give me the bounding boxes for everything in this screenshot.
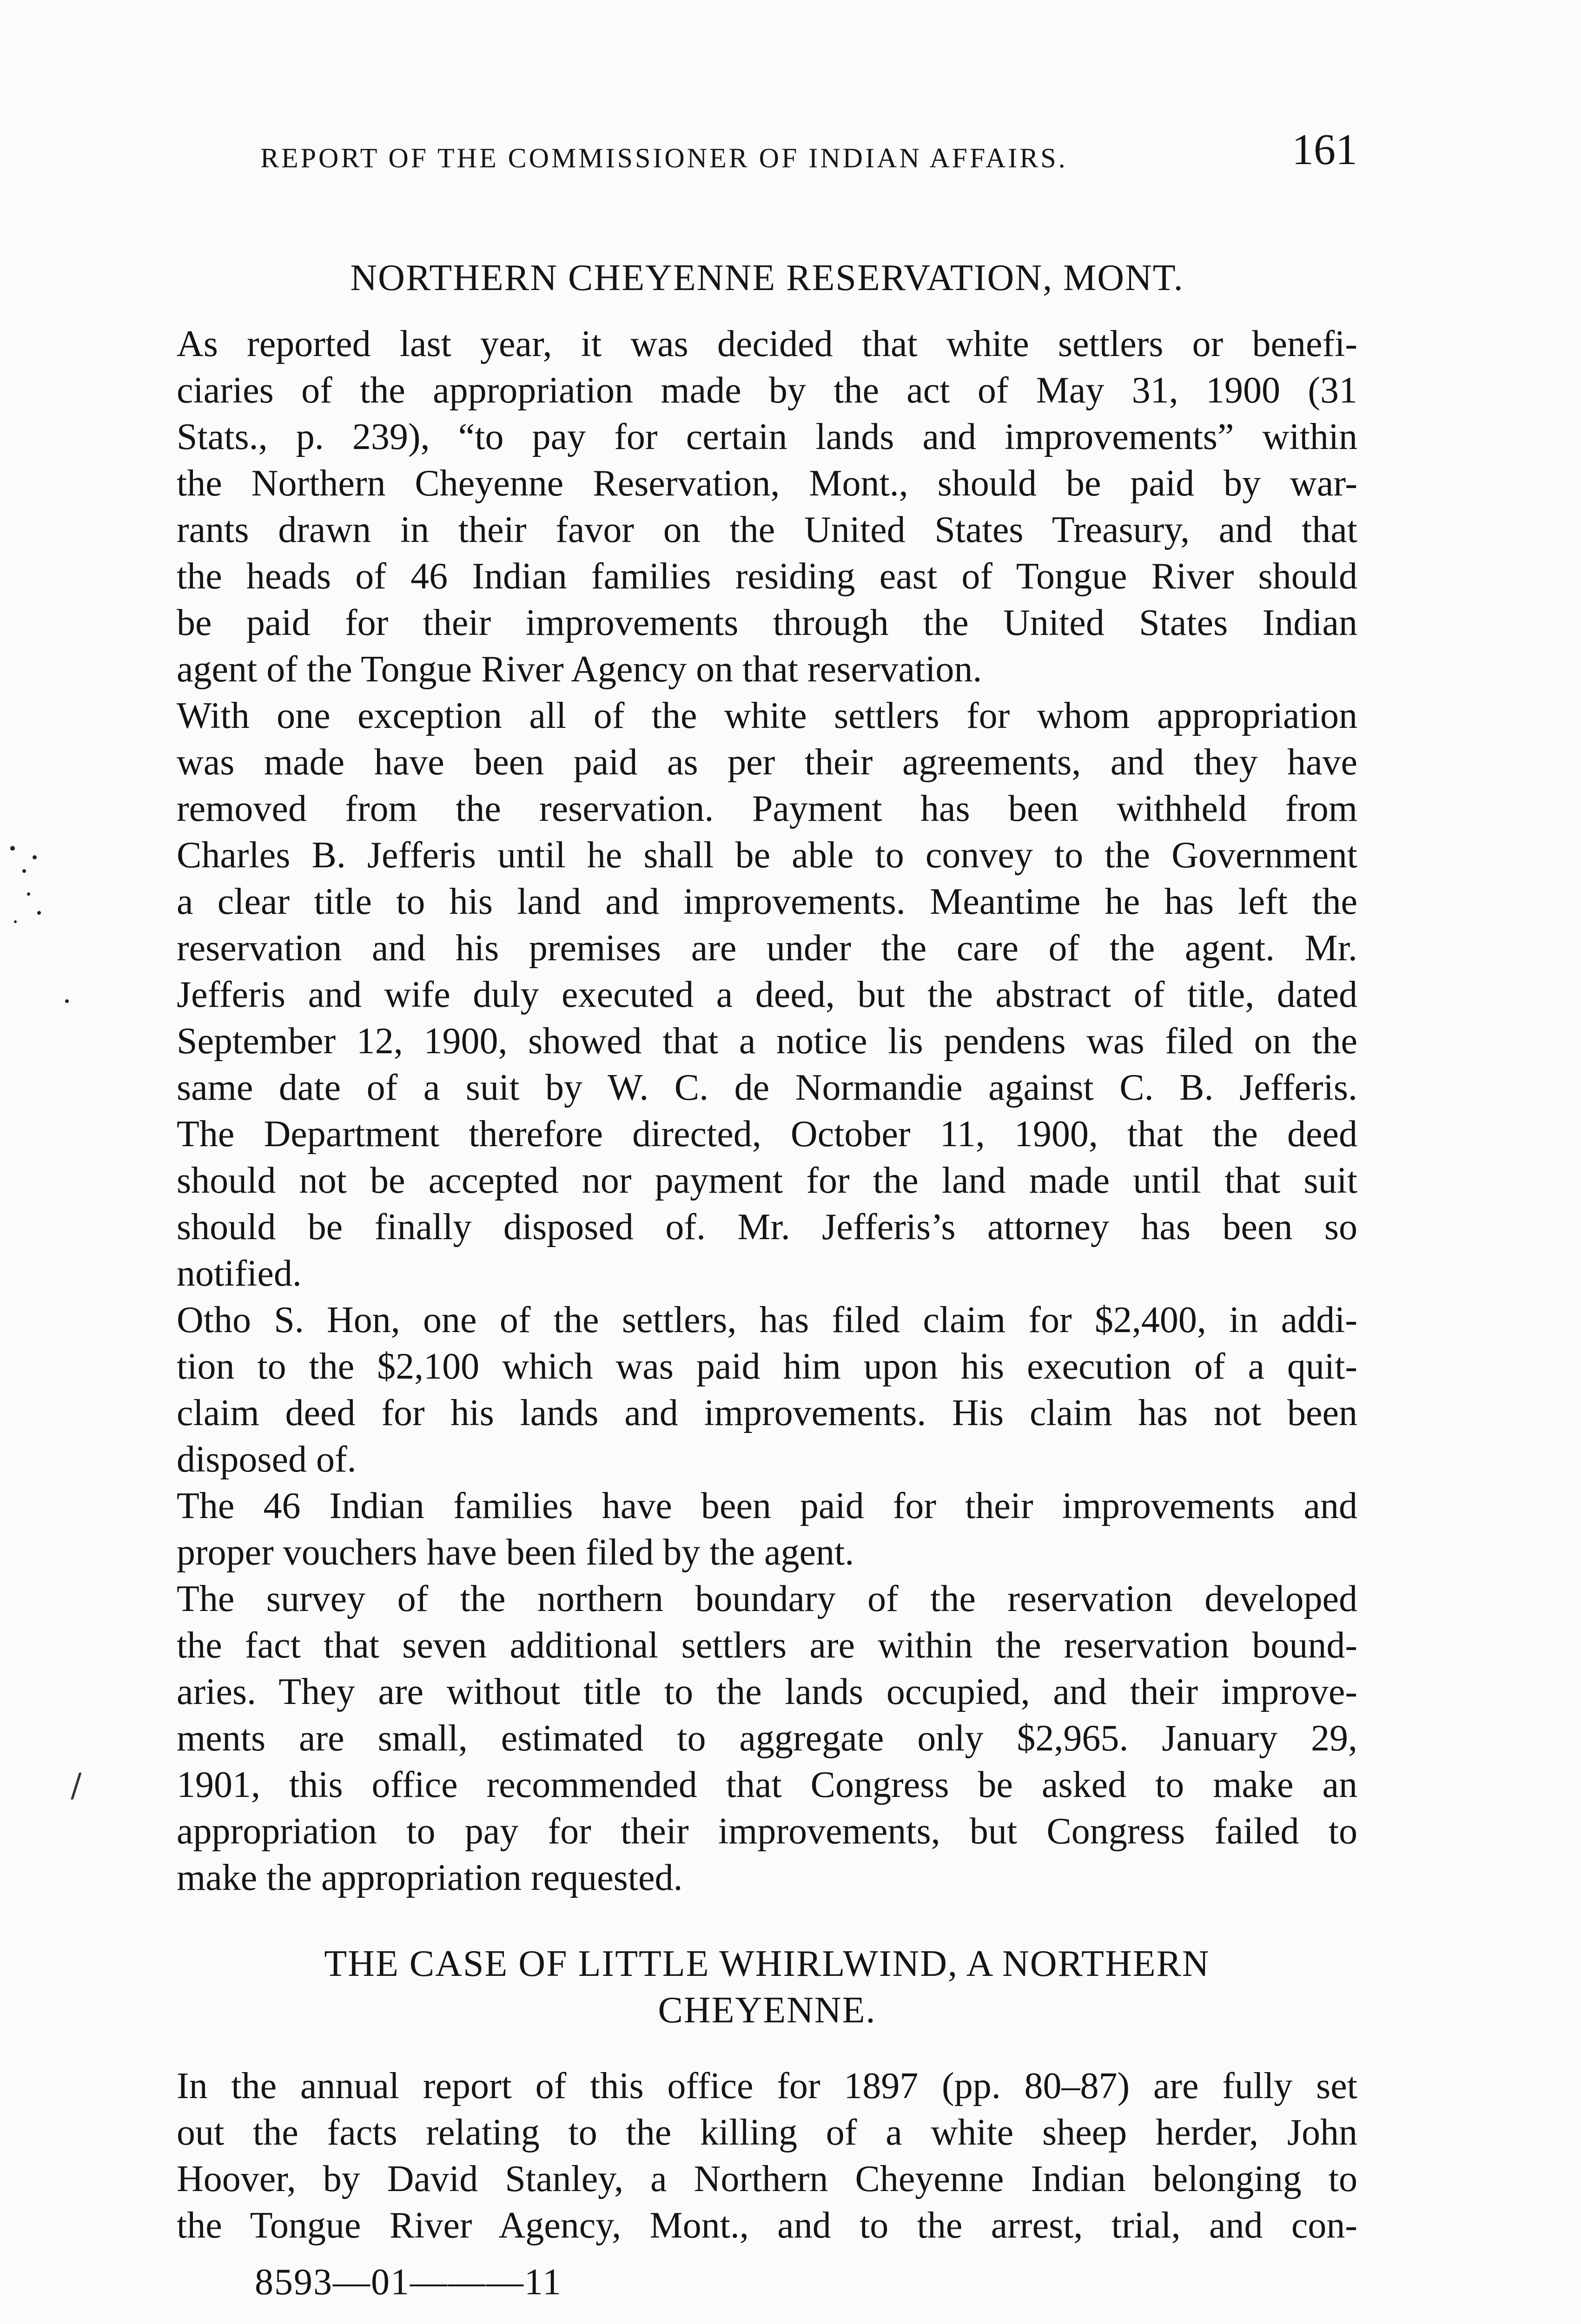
text-line: out the facts relating to the killing of a white sheep herder, John [177, 2112, 1357, 2153]
scan-speck [27, 892, 30, 896]
running-head [177, 125, 1357, 185]
scan-speck [65, 999, 69, 1003]
text-line: reservation and his premises are under the care of the agent. Mr. [177, 928, 1357, 969]
text-line: be paid for their improvements through the United States Indian [177, 602, 1357, 643]
text-line: Jefferis and wife duly executed a deed, but the abstract of title, dated [177, 974, 1357, 1015]
text-line: notified. [177, 1253, 302, 1294]
text-line: rants drawn in their favor on the United States Treasury, and that [177, 509, 1357, 550]
scan-speck [22, 869, 26, 873]
text-line: 1901, this office recommended that Congress be asked to make an [177, 1764, 1357, 1805]
text-line: Charles B. Jefferis until he shall be able to convey to the Government [177, 835, 1357, 876]
page-number: 161 [1292, 125, 1357, 174]
text-line: was made have been paid as per their agreements, and they have [177, 742, 1357, 783]
text-line: the Tongue River Agency, Mont., and to the arrest, trial, and con- [177, 2205, 1357, 2246]
printer-signature-mark: 8593—01———11 [255, 2262, 562, 2303]
text-line: The 46 Indian families have been paid for their improvements and [177, 1486, 1357, 1526]
scan-speck [33, 855, 37, 859]
text-line: same date of a suit by W. C. de Normandie against C. B. Jefferis. [177, 1067, 1357, 1108]
text-line: should be finally disposed of. Mr. Jefferis’s attorney has been so [177, 1207, 1357, 1248]
section-title-line: THE CASE OF LITTLE WHIRLWIND, A NORTHERN [324, 1943, 1210, 1984]
section-title-little-whirlwind [177, 1941, 1357, 2034]
text-line: aries. They are without title to the lands occupied, and their improve- [177, 1671, 1357, 1712]
scan-speck [14, 920, 17, 923]
paragraph [177, 2063, 1357, 2249]
text-line: September 12, 1900, showed that a notice lis pendens was filed on the [177, 1021, 1357, 1062]
text-line: tion to the $2,100 which was paid him upon his execution of a quit- [177, 1346, 1357, 1387]
text-line: disposed of. [177, 1439, 357, 1480]
text-line: In the annual report of this office for 1897 (pp. 80–87) are fully set [177, 2066, 1357, 2106]
text-line: The Department therefore directed, October 11, 1900, that the deed [177, 1114, 1357, 1155]
text-line: As reported last year, it was decided that white settlers or benefi- [177, 324, 1357, 364]
text-line: make the appropriation requested. [177, 1857, 683, 1898]
margin-slash-mark: / [71, 1766, 82, 1804]
text-line: the heads of 46 Indian families residing east of Tongue River should [177, 556, 1357, 597]
paragraph [177, 1576, 1357, 1901]
text-line: Stats., p. 239), “to pay for certain lands and improvements” within [177, 416, 1357, 457]
scan-speck [10, 846, 15, 851]
text-line: a clear title to his land and improvements. Meantime he has left the [177, 881, 1357, 922]
paragraph [177, 321, 1357, 693]
paragraph [177, 1297, 1357, 1483]
text-line: With one exception all of the white settlers for whom appropriation [177, 695, 1357, 736]
paragraph [177, 1483, 1357, 1576]
running-title: REPORT OF THE COMMISSIONER OF INDIAN AFFAIRS. [260, 143, 1068, 173]
text-line: ciaries of the appropriation made by the act of May 31, 1900 (31 [177, 370, 1357, 411]
text-line: the Northern Cheyenne Reservation, Mont., should be paid by war- [177, 463, 1357, 504]
section-body-little-whirlwind [177, 2063, 1357, 2249]
text-line: Hoover, by David Stanley, a Northern Cheyenne Indian belonging to [177, 2159, 1357, 2199]
text-line: agent of the Tongue River Agency on that reservation. [177, 649, 982, 690]
text-line: appropriation to pay for their improvements, but Congress failed to [177, 1811, 1357, 1852]
text-line: the fact that seven additional settlers are within the reservation bound- [177, 1625, 1357, 1666]
text-line: removed from the reservation. Payment has been withheld from [177, 788, 1357, 829]
paragraph [177, 693, 1357, 1297]
text-line: claim deed for his lands and improvements. His claim has not been [177, 1393, 1357, 1433]
section-title-northern-cheyenne: NORTHERN CHEYENNE RESERVATION, MONT. [350, 257, 1184, 298]
section-body-northern-cheyenne [177, 321, 1357, 1901]
section-title-line: CHEYENNE. [658, 1990, 876, 2031]
text-line: The survey of the northern boundary of the reservation developed [177, 1578, 1357, 1619]
text-line: proper vouchers have been filed by the agent. [177, 1532, 854, 1573]
text-line: Otho S. Hon, one of the settlers, has filed claim for $2,400, in addi- [177, 1300, 1357, 1340]
text-line: should not be accepted nor payment for the land made until that suit [177, 1160, 1357, 1201]
text-line: ments are small, estimated to aggregate only $2,965. January 29, [177, 1718, 1357, 1759]
scan-speck [37, 911, 41, 915]
